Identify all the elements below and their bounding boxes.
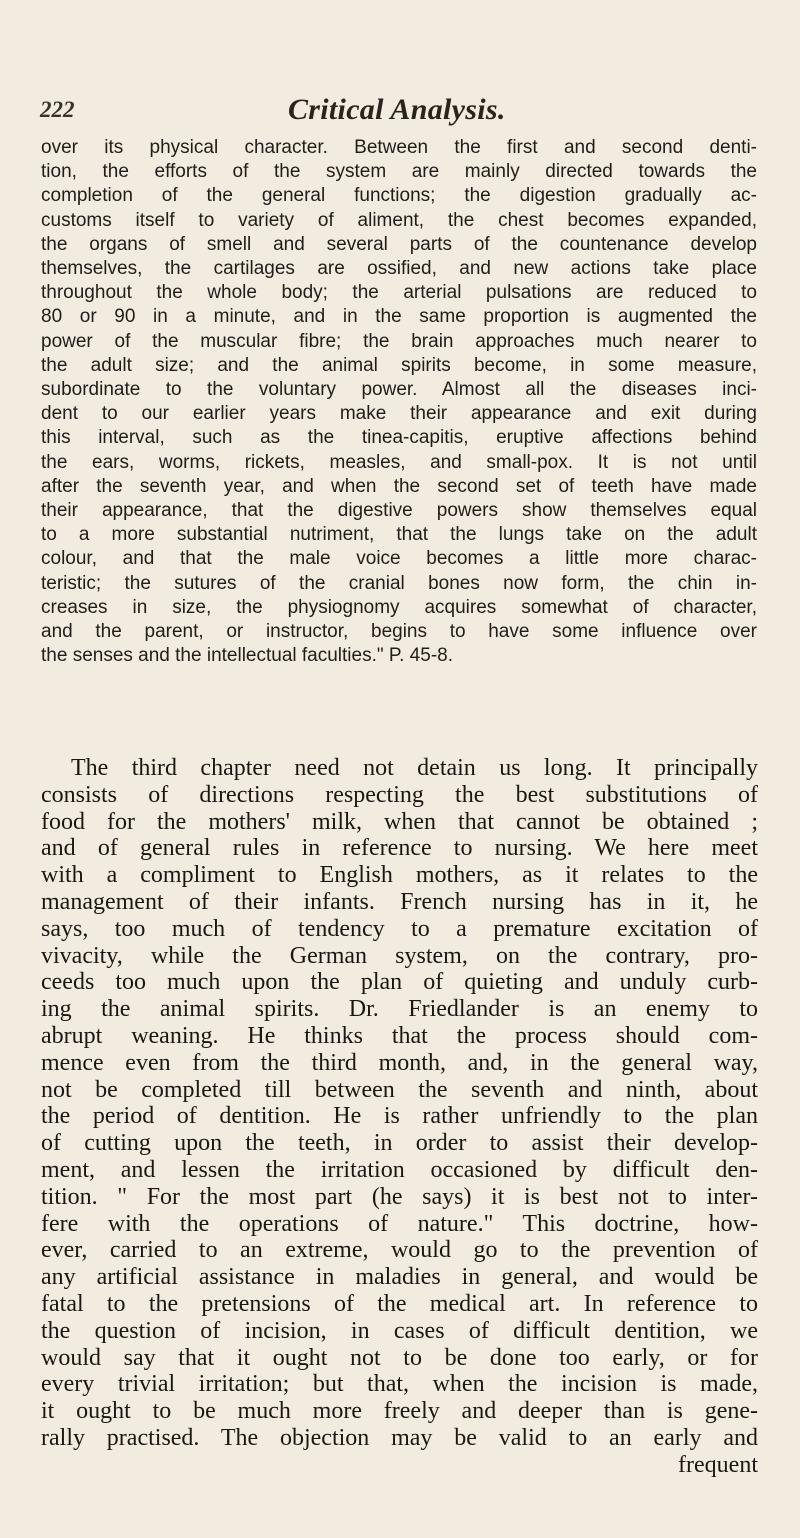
- quote-line: the organs of smell and several parts of the countenance develop: [41, 233, 757, 255]
- body-line: management of their infants. French nursing has in it, he: [41, 888, 758, 915]
- quote-line: the ears, worms, rickets, measles, and small-pox. It is not until: [41, 451, 757, 473]
- quote-line: tion, the efforts of the system are mainly directed towards the: [41, 161, 757, 183]
- quote-line: after the seventh year, and when the second set of teeth have made: [41, 475, 757, 497]
- body-line: ceeds too much upon the plan of quieting and unduly curb-: [41, 969, 758, 996]
- body-line: fatal to the pretensions of the medical art. In reference to: [41, 1290, 758, 1317]
- body-line: says, too much of tendency to a premature excitation of: [41, 915, 758, 942]
- body-line: food for the mothers' milk, when that cannot be obtained ;: [41, 808, 758, 835]
- body-line: tition. " For the most part (he says) it is best not to inter-: [41, 1183, 758, 1210]
- quote-line: subordinate to the voluntary power. Almost all the diseases inci-: [41, 379, 757, 401]
- quote-line: themselves, the cartilages are ossified, and new actions take place: [41, 258, 757, 280]
- body-line: of cutting upon the teeth, in order to assist their develop-: [41, 1130, 758, 1157]
- quote-line: dent to our earlier years make their appearance and exit during: [41, 403, 757, 425]
- quote-line: this interval, such as the tinea-capitis, eruptive affections behind: [41, 427, 757, 449]
- page-number: 222: [40, 97, 75, 122]
- body-line: consists of directions respecting the best substitutions of: [41, 781, 758, 808]
- quote-line: completion of the general functions; the digestion gradually ac-: [41, 185, 757, 207]
- quote-line: colour, and that the male voice becomes a little more charac-: [41, 548, 757, 570]
- body-line: with a compliment to English mothers, as it relates to the: [41, 862, 758, 889]
- body-line: The third chapter need not detain us long. It principally: [71, 755, 758, 781]
- body-line: vivacity, while the German system, on the contrary, pro-: [41, 942, 758, 969]
- quote-line: power of the muscular fibre; the brain approaches much nearer to: [41, 330, 757, 352]
- quote-line: the adult size; and the animal spirits become, in some measure,: [41, 354, 757, 376]
- body-line: ing the animal spirits. Dr. Friedlander is an enemy to: [41, 996, 758, 1023]
- quote-line: and the parent, or instructor, begins to have some influence over: [41, 621, 757, 643]
- body-line: ever, carried to an extreme, would go to the prevention of: [41, 1237, 758, 1264]
- quote-line: throughout the whole body; the arterial pulsations are reduced to: [41, 282, 757, 304]
- quote-line: to a more substantial nutriment, that the lungs take on the adult: [41, 524, 757, 546]
- body-line: fere with the operations of nature." This doctrine, how-: [41, 1210, 758, 1237]
- body-line: any artificial assistance in maladies in general, and would be: [41, 1264, 758, 1291]
- body-line: not be completed till between the seventh and ninth, about: [41, 1076, 758, 1103]
- body-paragraph: [41, 755, 758, 1479]
- body-line: abrupt weaning. He thinks that the process should com-: [41, 1022, 758, 1049]
- quote-line: creases in size, the physiognomy acquires somewhat of character,: [41, 596, 757, 618]
- quote-line: over its physical character. Between the first and second denti-: [41, 137, 757, 158]
- page-header: [40, 93, 756, 131]
- body-line: ment, and lessen the irritation occasioned by difficult den-: [41, 1156, 758, 1183]
- body-line: the question of incision, in cases of difficult dentition, we: [41, 1317, 758, 1344]
- quote-line: 80 or 90 in a minute, and in the same proportion is augmented the: [41, 306, 757, 328]
- body-line: every trivial irritation; but that, when the incision is made,: [41, 1371, 758, 1398]
- body-line: mence even from the third month, and, in the general way,: [41, 1049, 758, 1076]
- quote-line: the senses and the intellectual faculties." P. 45-8.: [41, 645, 453, 667]
- running-head: Critical Analysis.: [288, 93, 506, 126]
- quote-line: customs itself to variety of aliment, the chest becomes expanded,: [41, 209, 757, 231]
- body-line: frequent: [678, 1451, 758, 1478]
- quote-line: their appearance, that the digestive powers show themselves equal: [41, 500, 757, 522]
- quoted-passage: [41, 136, 757, 668]
- quote-line: teristic; the sutures of the cranial bones now form, the chin in-: [41, 572, 757, 594]
- body-line: would say that it ought not to be done too early, or for: [41, 1344, 758, 1371]
- body-line: rally practised. The objection may be valid to an early and: [41, 1424, 758, 1451]
- body-line: it ought to be much more freely and deeper than is gene-: [41, 1398, 758, 1425]
- body-line: the period of dentition. He is rather unfriendly to the plan: [41, 1103, 758, 1130]
- body-line: and of general rules in reference to nursing. We here meet: [41, 835, 758, 862]
